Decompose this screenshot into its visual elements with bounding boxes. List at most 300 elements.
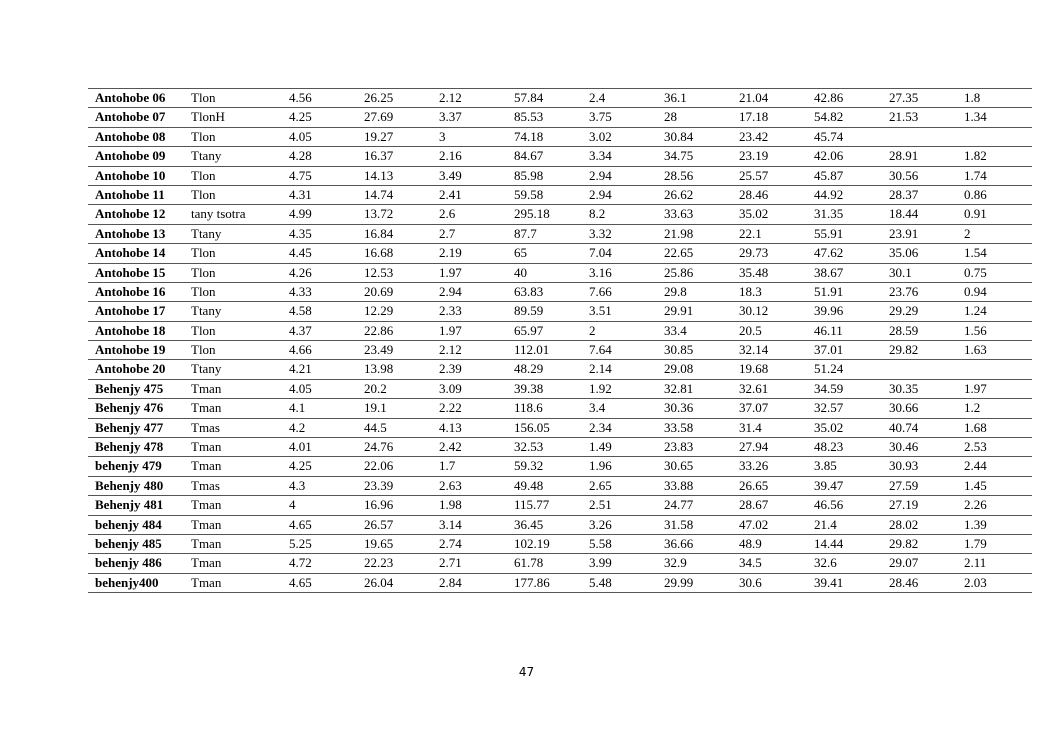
value-cell: 38.67	[814, 264, 844, 280]
value-cell: 26.65	[739, 477, 769, 493]
value-cell: 29.08	[664, 361, 694, 377]
value-cell: 2.22	[439, 400, 462, 416]
value-cell: 2.14	[589, 361, 612, 377]
value-cell: 45.87	[814, 167, 844, 183]
value-cell: 36.45	[514, 516, 544, 532]
value-cell: 8.2	[589, 206, 606, 222]
value-cell: 85.98	[514, 167, 544, 183]
value-cell: 4.75	[289, 167, 312, 183]
value-cell: 25.57	[739, 167, 769, 183]
value-cell: 156.05	[514, 419, 550, 435]
value-cell: 29.07	[889, 555, 919, 571]
value-cell: 1.97	[439, 264, 462, 280]
value-cell: 33.63	[664, 206, 694, 222]
value-cell: 4.26	[289, 264, 312, 280]
type-cell: Tlon	[191, 245, 216, 261]
value-cell: 29.29	[889, 303, 919, 319]
value-cell: 30.36	[664, 400, 694, 416]
value-cell: 31.4	[739, 419, 762, 435]
value-cell: 2.6	[439, 206, 456, 222]
value-cell: 36.66	[664, 535, 694, 551]
value-cell: 1.45	[964, 477, 987, 493]
value-cell: 57.84	[514, 90, 544, 105]
table-row	[88, 399, 1032, 418]
value-cell: 2.53	[964, 439, 987, 455]
value-cell: 19.68	[739, 361, 769, 377]
value-cell: 33.88	[664, 477, 694, 493]
value-cell: 22.65	[664, 245, 694, 261]
value-cell: 31.35	[814, 206, 844, 222]
value-cell: 1.24	[964, 303, 987, 319]
value-cell: 3.37	[439, 109, 462, 125]
table-row	[88, 205, 1032, 224]
value-cell: 47.62	[814, 245, 844, 261]
value-cell: 23.76	[889, 283, 919, 299]
value-cell: 30.56	[889, 167, 919, 183]
value-cell: 4.58	[289, 303, 312, 319]
value-cell: 1.49	[589, 439, 612, 455]
value-cell: 4.37	[289, 322, 312, 338]
value-cell: 2.19	[439, 245, 462, 261]
value-cell: 27.94	[739, 439, 769, 455]
value-cell: 1.7	[439, 458, 456, 474]
value-cell: 2	[964, 225, 971, 241]
value-cell: 2.42	[439, 439, 462, 455]
value-cell: 29.82	[889, 535, 919, 551]
sample-name-cell: Behenjy 478	[95, 439, 164, 455]
value-cell: 84.67	[514, 148, 544, 164]
type-cell: TlonH	[191, 109, 225, 125]
type-cell: Ttany	[191, 148, 222, 164]
value-cell: 1.8	[964, 90, 981, 105]
value-cell: 16.37	[364, 148, 394, 164]
value-cell: 4.45	[289, 245, 312, 261]
value-cell: 32.57	[814, 400, 844, 416]
value-cell: 55.91	[814, 225, 844, 241]
value-cell: 2.03	[964, 574, 987, 590]
value-cell: 28.67	[739, 497, 769, 513]
table-row	[88, 477, 1032, 496]
sample-name-cell: Antohobe 11	[95, 186, 165, 202]
value-cell: 21.98	[664, 225, 694, 241]
value-cell: 20.69	[364, 283, 394, 299]
value-cell: 20.2	[364, 380, 387, 396]
value-cell: 3.16	[589, 264, 612, 280]
value-cell: 14.74	[364, 186, 394, 202]
sample-name-cell: behenjy 485	[95, 535, 162, 551]
value-cell: 26.25	[364, 90, 394, 105]
sample-name-cell: Behenjy 481	[95, 497, 164, 513]
value-cell: 5.58	[589, 535, 612, 551]
sample-name-cell: Antohobe 06	[95, 90, 166, 105]
value-cell: 29.8	[664, 283, 687, 299]
value-cell: 89.59	[514, 303, 544, 319]
value-cell: 4.1	[289, 400, 306, 416]
value-cell: 2.74	[439, 535, 462, 551]
value-cell: 4.28	[289, 148, 312, 164]
value-cell: 1.54	[964, 245, 987, 261]
value-cell: 27.19	[889, 497, 919, 513]
sample-name-cell: Antohobe 16	[95, 283, 166, 299]
value-cell: 3.34	[589, 148, 612, 164]
value-cell: 29.91	[664, 303, 694, 319]
value-cell: 54.82	[814, 109, 844, 125]
value-cell: 65.97	[514, 322, 544, 338]
table-row	[88, 535, 1032, 554]
value-cell: 12.53	[364, 264, 394, 280]
value-cell: 30.46	[889, 439, 919, 455]
value-cell: 4.31	[289, 186, 312, 202]
value-cell: 19.27	[364, 128, 394, 144]
value-cell: 27.69	[364, 109, 394, 125]
value-cell: 61.78	[514, 555, 544, 571]
value-cell: 22.06	[364, 458, 394, 474]
table-row	[88, 283, 1032, 302]
type-cell: Tman	[191, 380, 222, 396]
value-cell: 1.68	[964, 419, 987, 435]
table-row	[88, 108, 1032, 127]
table-row	[88, 225, 1032, 244]
value-cell: 23.91	[889, 225, 919, 241]
value-cell: 32.6	[814, 555, 837, 571]
sample-name-cell: Antohobe 08	[95, 128, 166, 144]
value-cell: 3.26	[589, 516, 612, 532]
value-cell: 4.01	[289, 439, 312, 455]
table-row	[88, 186, 1032, 205]
value-cell: 48.9	[739, 535, 762, 551]
type-cell: Tlon	[191, 264, 216, 280]
value-cell: 21.53	[889, 109, 919, 125]
value-cell: 0.75	[964, 264, 987, 280]
type-cell: Tmas	[191, 477, 220, 493]
value-cell: 2.44	[964, 458, 987, 474]
value-cell: 18.3	[739, 283, 762, 299]
value-cell: 32.81	[664, 380, 694, 396]
value-cell: 5.48	[589, 574, 612, 590]
value-cell: 21.4	[814, 516, 837, 532]
value-cell: 1.56	[964, 322, 987, 338]
value-cell: 4.25	[289, 109, 312, 125]
value-cell: 35.02	[814, 419, 844, 435]
value-cell: 1.97	[439, 322, 462, 338]
value-cell: 48.23	[814, 439, 844, 455]
value-cell: 2	[589, 322, 596, 338]
table-row	[88, 360, 1032, 379]
value-cell: 23.42	[739, 128, 769, 144]
value-cell: 4.21	[289, 361, 312, 377]
value-cell: 30.66	[889, 400, 919, 416]
value-cell: 30.35	[889, 380, 919, 396]
value-cell: 26.04	[364, 574, 394, 590]
value-cell: 39.41	[814, 574, 844, 590]
value-cell: 33.4	[664, 322, 687, 338]
table-row	[88, 341, 1032, 360]
value-cell: 36.1	[664, 90, 687, 105]
value-cell: 2.4	[589, 90, 606, 105]
value-cell: 1.63	[964, 342, 987, 358]
type-cell: Ttany	[191, 303, 222, 319]
value-cell: 51.91	[814, 283, 844, 299]
value-cell: 46.56	[814, 497, 844, 513]
sample-name-cell: behenjy400	[95, 574, 159, 590]
value-cell: 22.86	[364, 322, 394, 338]
value-cell: 35.02	[739, 206, 769, 222]
value-cell: 102.19	[514, 535, 550, 551]
value-cell: 37.01	[814, 342, 844, 358]
value-cell: 51.24	[814, 361, 844, 377]
sample-name-cell: Antohobe 13	[95, 225, 166, 241]
table-row	[88, 322, 1032, 341]
value-cell: 4.13	[439, 419, 462, 435]
value-cell: 4.56	[289, 90, 312, 105]
type-cell: Tlon	[191, 342, 216, 358]
sample-name-cell: Antohobe 12	[95, 206, 166, 222]
value-cell: 35.06	[889, 245, 919, 261]
sample-name-cell: Behenjy 475	[95, 380, 164, 396]
value-cell: 7.04	[589, 245, 612, 261]
value-cell: 26.62	[664, 186, 694, 202]
value-cell: 4	[289, 497, 296, 513]
page-number: 47	[518, 665, 535, 679]
value-cell: 34.75	[664, 148, 694, 164]
type-cell: Tman	[191, 497, 222, 513]
value-cell: 1.39	[964, 516, 987, 532]
value-cell: 4.2	[289, 419, 306, 435]
value-cell: 0.86	[964, 186, 987, 202]
value-cell: 74.18	[514, 128, 544, 144]
value-cell: 2.65	[589, 477, 612, 493]
table-row	[88, 419, 1032, 438]
value-cell: 0.94	[964, 283, 987, 299]
type-cell: Tman	[191, 439, 222, 455]
value-cell: 3.85	[814, 458, 837, 474]
sample-name-cell: Antohobe 15	[95, 264, 166, 280]
sample-name-cell: Behenjy 476	[95, 400, 164, 416]
value-cell: 63.83	[514, 283, 544, 299]
value-cell: 3.02	[589, 128, 612, 144]
sample-name-cell: behenjy 484	[95, 516, 162, 532]
value-cell: 14.44	[814, 535, 844, 551]
value-cell: 24.76	[364, 439, 394, 455]
value-cell: 2.12	[439, 90, 462, 105]
value-cell: 44.5	[364, 419, 387, 435]
sample-name-cell: Antohobe 14	[95, 245, 166, 261]
value-cell: 2.34	[589, 419, 612, 435]
value-cell: 32.61	[739, 380, 769, 396]
value-cell: 46.11	[814, 322, 843, 338]
value-cell: 23.49	[364, 342, 394, 358]
value-cell: 28.02	[889, 516, 919, 532]
value-cell: 3.51	[589, 303, 612, 319]
sample-name-cell: Behenjy 480	[95, 477, 164, 493]
value-cell: 0.91	[964, 206, 987, 222]
value-cell: 20.5	[739, 322, 762, 338]
value-cell: 4.25	[289, 458, 312, 474]
value-cell: 2.71	[439, 555, 462, 571]
value-cell: 14.13	[364, 167, 394, 183]
sample-name-cell: Antohobe 09	[95, 148, 166, 164]
value-cell: 30.12	[739, 303, 769, 319]
value-cell: 30.93	[889, 458, 919, 474]
value-cell: 47.02	[739, 516, 769, 532]
value-cell: 87.7	[514, 225, 537, 241]
value-cell: 21.04	[739, 90, 769, 105]
value-cell: 26.57	[364, 516, 394, 532]
value-cell: 19.65	[364, 535, 394, 551]
value-cell: 30.84	[664, 128, 694, 144]
table-row	[88, 574, 1032, 593]
value-cell: 7.66	[589, 283, 612, 299]
value-cell: 1.2	[964, 400, 981, 416]
value-cell: 2.41	[439, 186, 462, 202]
value-cell: 24.77	[664, 497, 694, 513]
value-cell: 28.37	[889, 186, 919, 202]
value-cell: 12.29	[364, 303, 394, 319]
value-cell: 39.47	[814, 477, 844, 493]
value-cell: 1.97	[964, 380, 987, 396]
type-cell: Tlon	[191, 90, 216, 105]
type-cell: Tman	[191, 555, 222, 571]
value-cell: 23.39	[364, 477, 394, 493]
value-cell: 85.53	[514, 109, 544, 125]
value-cell: 28	[664, 109, 677, 125]
value-cell: 23.19	[739, 148, 769, 164]
value-cell: 32.9	[664, 555, 687, 571]
table-row	[88, 264, 1032, 283]
type-cell: Tlon	[191, 186, 216, 202]
value-cell: 44.92	[814, 186, 844, 202]
value-cell: 32.14	[739, 342, 769, 358]
value-cell: 30.6	[739, 574, 762, 590]
value-cell: 33.58	[664, 419, 694, 435]
type-cell: Tmas	[191, 419, 220, 435]
value-cell: 28.59	[889, 322, 919, 338]
value-cell: 3.49	[439, 167, 462, 183]
value-cell: 35.48	[739, 264, 769, 280]
value-cell: 3.75	[589, 109, 612, 125]
value-cell: 2.84	[439, 574, 462, 590]
table-row	[88, 302, 1032, 321]
type-cell: Tman	[191, 516, 222, 532]
sample-name-cell: Antohobe 18	[95, 322, 166, 338]
value-cell: 4.3	[289, 477, 306, 493]
value-cell: 59.32	[514, 458, 544, 474]
table-row	[88, 244, 1032, 263]
value-cell: 16.96	[364, 497, 394, 513]
value-cell: 65	[514, 245, 527, 261]
value-cell: 2.51	[589, 497, 612, 513]
value-cell: 27.35	[889, 90, 919, 105]
value-cell: 34.59	[814, 380, 844, 396]
table-row	[88, 457, 1032, 476]
value-cell: 1.79	[964, 535, 987, 551]
table-row	[88, 380, 1032, 399]
value-cell: 115.77	[514, 497, 550, 513]
value-cell: 177.86	[514, 574, 550, 590]
value-cell: 22.23	[364, 555, 394, 571]
table-row	[88, 89, 1032, 108]
value-cell: 13.72	[364, 206, 394, 222]
type-cell: Tlon	[191, 283, 216, 299]
type-cell: Tman	[191, 400, 222, 416]
value-cell: 28.46	[889, 574, 919, 590]
table-row	[88, 554, 1032, 573]
value-cell: 2.39	[439, 361, 462, 377]
value-cell: 29.99	[664, 574, 694, 590]
value-cell: 118.6	[514, 400, 543, 416]
table-row	[88, 516, 1032, 535]
value-cell: 4.05	[289, 380, 312, 396]
value-cell: 3.32	[589, 225, 612, 241]
value-cell: 30.85	[664, 342, 694, 358]
sample-name-cell: behenjy 486	[95, 555, 162, 571]
value-cell: 45.74	[814, 128, 844, 144]
value-cell: 4.72	[289, 555, 312, 571]
value-cell: 18.44	[889, 206, 919, 222]
value-cell: 16.84	[364, 225, 394, 241]
value-cell: 4.35	[289, 225, 312, 241]
value-cell: 3.99	[589, 555, 612, 571]
value-cell: 42.06	[814, 148, 844, 164]
value-cell: 31.58	[664, 516, 694, 532]
value-cell: 40.74	[889, 419, 919, 435]
type-cell: Tlon	[191, 128, 216, 144]
value-cell: 27.59	[889, 477, 919, 493]
value-cell: 5.25	[289, 535, 312, 551]
table-row	[88, 128, 1032, 147]
value-cell: 13.98	[364, 361, 394, 377]
value-cell: 23.83	[664, 439, 694, 455]
value-cell: 4.05	[289, 128, 312, 144]
value-cell: 1.74	[964, 167, 987, 183]
type-cell: tany tsotra	[191, 206, 246, 222]
value-cell: 49.48	[514, 477, 544, 493]
value-cell: 29.82	[889, 342, 919, 358]
type-cell: Ttany	[191, 225, 222, 241]
value-cell: 28.46	[739, 186, 769, 202]
value-cell: 112.01	[514, 342, 550, 358]
table-row	[88, 438, 1032, 457]
value-cell: 28.56	[664, 167, 694, 183]
value-cell: 28.91	[889, 148, 919, 164]
table-row	[88, 167, 1032, 186]
value-cell: 2.11	[964, 555, 987, 571]
value-cell: 19.1	[364, 400, 387, 416]
type-cell: Tman	[191, 458, 222, 474]
value-cell: 4.66	[289, 342, 312, 358]
value-cell: 17.18	[739, 109, 769, 125]
value-cell: 7.64	[589, 342, 612, 358]
sample-name-cell: Antohobe 20	[95, 361, 166, 377]
value-cell: 3	[439, 128, 446, 144]
value-cell: 37.07	[739, 400, 769, 416]
value-cell: 2.33	[439, 303, 462, 319]
value-cell: 59.58	[514, 186, 544, 202]
value-cell: 4.65	[289, 516, 312, 532]
type-cell: Tman	[191, 574, 222, 590]
value-cell: 33.26	[739, 458, 769, 474]
value-cell: 3.14	[439, 516, 462, 532]
value-cell: 1.82	[964, 148, 987, 164]
sample-name-cell: Antohobe 17	[95, 303, 166, 319]
value-cell: 4.33	[289, 283, 312, 299]
value-cell: 1.96	[589, 458, 612, 474]
value-cell: 32.53	[514, 439, 544, 455]
value-cell: 30.65	[664, 458, 694, 474]
value-cell: 1.34	[964, 109, 987, 125]
value-cell: 3.4	[589, 400, 606, 416]
value-cell: 48.29	[514, 361, 544, 377]
